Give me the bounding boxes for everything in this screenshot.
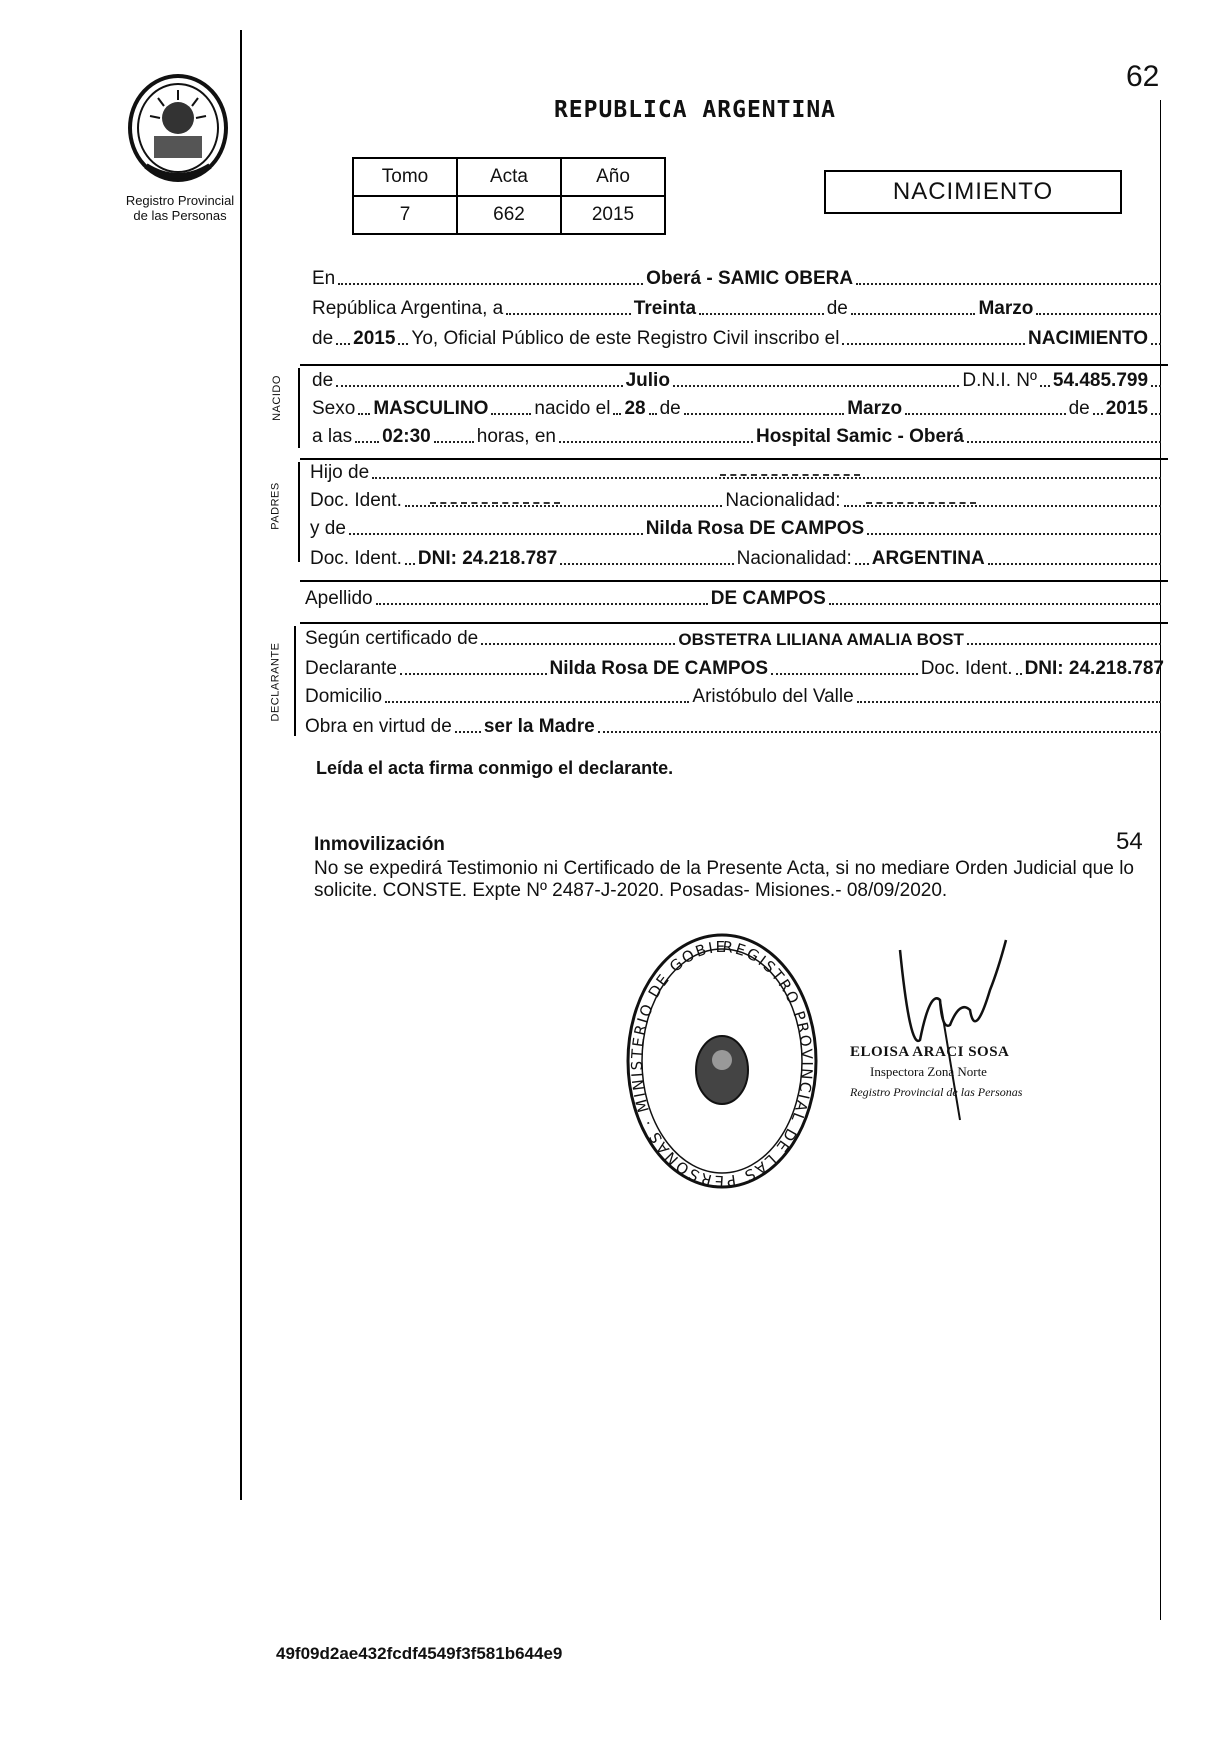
label-a-las: a las <box>312 426 353 447</box>
label-republica: República Argentina, a <box>312 298 504 319</box>
leader-dots <box>400 673 547 675</box>
section-bracket <box>298 462 300 562</box>
label-sexo: Sexo <box>312 398 356 419</box>
row-nombre <box>312 370 1164 392</box>
label-en: En <box>312 268 336 289</box>
meta-value-acta: 662 <box>457 196 561 234</box>
value-sexo: MASCULINO <box>373 398 489 419</box>
meta-header-row <box>353 158 665 196</box>
leader-dots <box>358 413 370 415</box>
meta-header-tomo: Tomo <box>353 158 457 196</box>
row-declarante <box>305 658 1164 680</box>
section-label-declarante: DECLARANTE <box>269 642 282 722</box>
value-nombre: Julio <box>625 370 670 391</box>
label-nacionalidad-1: Nacionalidad: <box>725 490 841 511</box>
leader-dots <box>699 313 824 315</box>
leader-dots <box>1040 385 1050 387</box>
registry-line-2: de las Personas <box>133 208 227 223</box>
leader-dots <box>855 563 869 565</box>
label-de: de <box>826 298 848 319</box>
leader-dots <box>684 413 844 415</box>
value-lugar-nacimiento: Hospital Samic - Oberá <box>755 426 964 447</box>
province-seal-icon <box>118 70 238 190</box>
label-apellido: Apellido <box>305 588 373 609</box>
row-segun <box>305 628 1164 650</box>
meta-value-tomo: 7 <box>353 196 457 234</box>
leader-dots <box>336 385 622 387</box>
struck-out-dash <box>866 502 976 504</box>
struck-out-dash <box>720 474 860 476</box>
meta-header-anio: Año <box>561 158 665 196</box>
meta-value-row <box>353 196 665 234</box>
label-obra-en-virtud: Obra en virtud de <box>305 716 452 737</box>
label-yo-oficial: Yo, Oficial Público de este Registro Civil inscribo el <box>411 328 840 349</box>
leader-dots <box>434 441 474 443</box>
label-doc-ident-declarante: Doc. Ident. <box>920 658 1013 679</box>
label-y-de: y de <box>310 518 346 539</box>
leader-dots <box>481 643 675 645</box>
leader-dots <box>405 505 722 507</box>
value-madre: Nilda Rosa DE CAMPOS <box>645 518 865 539</box>
value-anio: 2015 <box>353 328 396 349</box>
section-label-padres: PADRES <box>269 482 282 530</box>
label-doc-ident-1: Doc. Ident. <box>310 490 402 511</box>
value-nacionalidad-madre: ARGENTINA <box>871 548 985 569</box>
value-lugar-registro: Oberá - SAMIC OBERA <box>646 268 854 289</box>
leader-dots <box>372 477 1161 479</box>
label-horas-en: horas, en <box>476 426 556 447</box>
signatory-block <box>850 1042 1070 1102</box>
section-rule <box>300 580 1168 582</box>
section-rule <box>300 364 1168 366</box>
page-number: 62 <box>1126 60 1160 93</box>
leader-dots <box>613 413 621 415</box>
leader-dots <box>355 441 379 443</box>
leader-dots <box>1036 313 1161 315</box>
document-title: REPUBLICA ARGENTINA <box>553 97 837 123</box>
meta-header-acta: Acta <box>457 158 561 196</box>
row-doc-madre <box>310 548 1164 570</box>
meta-value-anio: 2015 <box>561 196 665 234</box>
inmov-number: 54 <box>1116 828 1143 855</box>
leader-dots <box>771 673 918 675</box>
leader-dots <box>649 413 657 415</box>
struck-out-dash <box>430 502 560 504</box>
leader-dots <box>844 505 1161 507</box>
row-en <box>312 268 1164 290</box>
leader-dots <box>857 701 1161 703</box>
stamp-text: REGISTRO PROVINCIAL DE LAS PERSONAS · MINISTERIO DE GOBIE <box>627 937 817 1191</box>
row-anio-inscripcion <box>312 328 1164 350</box>
value-inscribo: NACIMIENTO <box>1028 328 1148 349</box>
leader-dots <box>506 313 631 315</box>
leader-dots <box>491 413 531 415</box>
section-bracket <box>298 368 300 448</box>
leader-dots <box>829 603 1161 605</box>
section-label-nacido: NACIDO <box>270 375 283 421</box>
row-hora-lugar <box>312 426 1164 448</box>
row-sexo <box>312 398 1164 420</box>
section-rule <box>300 458 1168 460</box>
leader-dots <box>398 343 408 345</box>
value-hora: 02:30 <box>382 426 431 447</box>
row-republica <box>312 298 1164 320</box>
label-segun-certificado: Según certificado de <box>305 628 479 649</box>
signatory-role: Inspectora Zona Norte <box>870 1064 987 1079</box>
value-doc-madre: DNI: 24.218.787 <box>417 548 558 569</box>
signatory-org: Registro Provincial de las Personas <box>850 1085 1023 1099</box>
ministry-stamp-icon <box>624 930 820 1192</box>
label-nombre: de <box>312 370 334 391</box>
label-domicilio: Domicilio <box>305 686 383 707</box>
leader-dots <box>338 283 643 285</box>
left-margin-line <box>240 30 242 1500</box>
doc-type-box <box>824 170 1122 214</box>
value-apellido: DE CAMPOS <box>710 588 826 609</box>
doc-type-label: NACIMIENTO <box>892 178 1054 205</box>
registry-line-1: Registro Provincial <box>125 193 235 208</box>
section-rule <box>300 622 1168 624</box>
value-nacido-dia: 28 <box>624 398 646 419</box>
value-declarante: Nilda Rosa DE CAMPOS <box>549 658 769 679</box>
value-domicilio: Aristóbulo del Valle <box>692 686 854 707</box>
leader-dots <box>349 533 643 535</box>
label-nacido-el: nacido el <box>534 398 611 419</box>
leader-dots <box>867 533 1161 535</box>
inmov-text: No se expedirá Testimonio ni Certificado de la Presente Acta, si no mediare Orden Judicial que lo solicite. CONSTE. Expte Nº 2487-J-2020. Posadas- Misiones.- 08/09/2020. <box>314 858 1134 901</box>
row-obra-en-virtud <box>305 716 1164 738</box>
label-de-anio: de <box>312 328 334 349</box>
leader-dots <box>988 563 1161 565</box>
official-stamp <box>624 930 820 1192</box>
registry-name <box>100 193 260 223</box>
leader-dots <box>967 643 1161 645</box>
value-dia: Treinta <box>633 298 697 319</box>
signatory-name: ELOISA ARACI SOSA <box>850 1044 1010 1060</box>
document-hash: 49f09d2ae432fcdf4549f3f581b644e9 <box>276 1644 563 1663</box>
row-apellido <box>305 588 1164 610</box>
label-declarante: Declarante <box>305 658 397 679</box>
label-dni: D.N.I. Nº <box>962 370 1037 391</box>
inmov-title: Inmovilización <box>314 834 445 855</box>
value-nacido-mes: Marzo <box>847 398 903 419</box>
label-hijo-de: Hijo de <box>310 462 370 483</box>
leader-dots <box>905 413 1065 415</box>
leader-dots <box>560 563 733 565</box>
leader-dots <box>405 563 415 565</box>
label-nacido-de-2: de <box>1068 398 1090 419</box>
leader-dots <box>1151 343 1161 345</box>
leader-dots <box>967 441 1161 443</box>
leader-dots <box>856 283 1161 285</box>
row-domicilio <box>305 686 1164 708</box>
leader-dots <box>385 701 689 703</box>
leader-dots <box>1016 673 1022 675</box>
value-nacido-anio: 2015 <box>1105 398 1149 419</box>
row-y-de <box>310 518 1164 540</box>
leader-dots <box>1151 385 1161 387</box>
value-segun-certificado: OBSTETRA LILIANA AMALIA BOST <box>678 630 964 649</box>
leader-dots <box>336 343 350 345</box>
leader-dots <box>673 385 959 387</box>
label-nacido-de: de <box>659 398 681 419</box>
label-nacionalidad-2: Nacionalidad: <box>736 548 852 569</box>
value-mes: Marzo <box>978 298 1034 319</box>
row-doc-padre <box>310 490 1164 512</box>
value-dni: 54.485.799 <box>1052 370 1149 391</box>
leader-dots <box>376 603 708 605</box>
leader-dots <box>842 343 1025 345</box>
value-obra-en-virtud: ser la Madre <box>483 716 595 737</box>
leader-dots <box>851 313 976 315</box>
leader-dots <box>559 441 753 443</box>
leader-dots <box>1151 413 1161 415</box>
value-doc-declarante: DNI: 24.218.787 <box>1024 658 1164 679</box>
leader-dots <box>598 731 1161 733</box>
section-bracket <box>294 626 296 736</box>
record-meta-table <box>352 157 666 235</box>
row-hijo-de <box>310 462 1164 484</box>
leader-dots <box>1093 413 1103 415</box>
registry-logo <box>118 70 238 190</box>
leader-dots <box>455 731 481 733</box>
label-doc-ident-2: Doc. Ident. <box>310 548 402 569</box>
closing-statement: Leída el acta firma conmigo el declarante. <box>316 758 674 778</box>
